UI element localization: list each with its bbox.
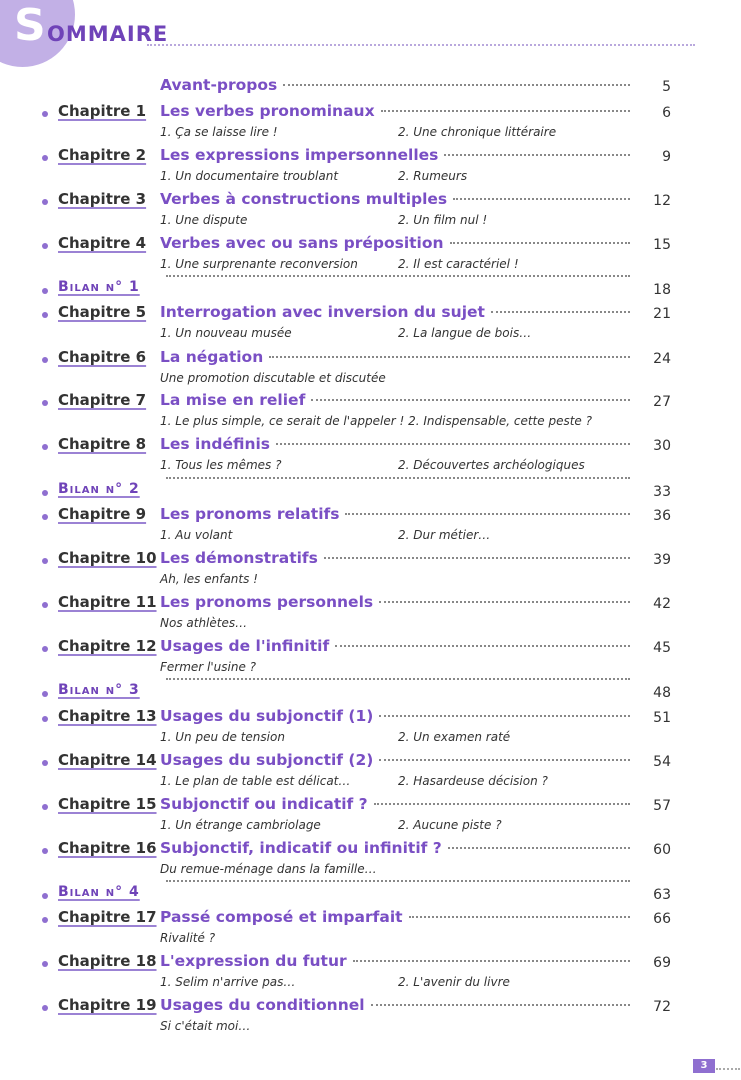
page-ref: 33 (653, 484, 671, 500)
chapter-title[interactable]: La mise en relief (160, 391, 306, 409)
chapter-label: Chapitre 6 (58, 348, 147, 366)
page-number-dots (716, 1068, 740, 1070)
dot-leader (353, 960, 630, 962)
subtitle-2: 2. Aucune piste ? (398, 818, 502, 832)
chapter-title[interactable]: Les pronoms relatifs (160, 505, 340, 523)
bullet-icon (42, 646, 48, 652)
bullet-icon (42, 312, 48, 318)
bilan-label: Bilan n° 2 (58, 481, 140, 497)
bullet-icon (42, 514, 48, 520)
chapter-label: Chapitre 3 (58, 190, 147, 208)
page-ref: 15 (653, 237, 671, 253)
title-line (160, 952, 630, 974)
subtitle-1: 1. Le plan de table est délicat… (160, 774, 351, 788)
dot-leader (283, 84, 630, 86)
chapter-title[interactable]: Les expressions impersonnelles (160, 146, 439, 164)
bullet-icon (42, 155, 48, 161)
chapter-title[interactable]: Usages du subjonctif (2) (160, 751, 374, 769)
chapter-title[interactable]: Usages du subjonctif (1) (160, 707, 374, 725)
page-ref: 39 (653, 552, 671, 568)
subtitle-1: Rivalité ? (160, 931, 216, 945)
chapter-title[interactable]: Usages du conditionnel (160, 996, 365, 1014)
title-dotted-rule (147, 44, 695, 46)
bullet-icon (42, 848, 48, 854)
page-ref: 12 (653, 193, 671, 209)
chapter-title[interactable]: Avant-propos (160, 76, 278, 94)
chapter-label: Chapitre 14 (58, 751, 157, 769)
page-ref: 21 (653, 306, 671, 322)
subtitle-2: 2. L'avenir du livre (398, 975, 510, 989)
page-ref: 54 (653, 754, 671, 770)
subtitle-1: 1. Une surprenante reconversion (160, 257, 358, 271)
subtitle-1: Une promotion discutable et discutée (160, 371, 386, 385)
chapter-title[interactable]: Interrogation avec inversion du sujet (160, 303, 485, 321)
chapter-label: Chapitre 1 (58, 102, 147, 120)
page-ref: 45 (653, 640, 671, 656)
dot-leader (379, 715, 630, 717)
title-line (160, 303, 630, 325)
bullet-icon (42, 691, 48, 697)
page-ref: 69 (653, 955, 671, 971)
page-ref: 51 (653, 710, 671, 726)
subtitle-1: Si c'était moi… (160, 1019, 251, 1033)
bullet-icon (42, 400, 48, 406)
bullet-icon (42, 558, 48, 564)
dot-leader (311, 399, 630, 401)
chapter-title[interactable]: L'expression du futur (160, 952, 347, 970)
dot-leader (335, 645, 630, 647)
chapter-label: Chapitre 8 (58, 435, 147, 453)
page-ref: 27 (653, 394, 671, 410)
dot-leader (371, 1004, 630, 1006)
page-ref: 66 (653, 911, 671, 927)
chapter-label: Chapitre 4 (58, 234, 147, 252)
chapter-label: Chapitre 2 (58, 146, 147, 164)
title-line (160, 481, 630, 503)
chapter-label: Chapitre 19 (58, 996, 157, 1014)
chapter-label: Chapitre 10 (58, 549, 157, 567)
subtitle-1: 1. Une dispute (160, 213, 248, 227)
bullet-icon (42, 288, 48, 294)
dot-leader (166, 880, 630, 882)
chapter-label: Chapitre 11 (58, 593, 157, 611)
dot-leader (381, 110, 630, 112)
dot-leader (450, 242, 630, 244)
chapter-title[interactable]: Les verbes pronominaux (160, 102, 375, 120)
title-line (160, 839, 630, 861)
title-line (160, 682, 630, 704)
page-ref: 18 (653, 282, 671, 298)
title-line (160, 102, 630, 124)
dot-leader (453, 198, 630, 200)
page-number: 3 (693, 1059, 715, 1073)
dot-leader (409, 916, 630, 918)
dot-leader (269, 356, 630, 358)
dot-leader (379, 759, 630, 761)
title-line (160, 76, 630, 98)
title-initial-letter: S (14, 0, 46, 51)
subtitle-1: 1. Selim n'arrive pas… (160, 975, 296, 989)
subtitle-1: Ah, les enfants ! (160, 572, 258, 586)
chapter-label: Chapitre 12 (58, 637, 157, 655)
page-ref: 72 (653, 999, 671, 1015)
chapter-label: Chapitre 15 (58, 795, 157, 813)
page-ref: 24 (653, 351, 671, 367)
subtitle-1: 1. Le plus simple, ce serait de l'appeler ! 2. Indispensable, cette peste ? (160, 414, 592, 428)
chapter-label: Chapitre 16 (58, 839, 157, 857)
subtitle-1: 1. Ça se laisse lire ! (160, 125, 278, 139)
bullet-icon (42, 111, 48, 117)
bullet-icon (42, 444, 48, 450)
bullet-icon (42, 961, 48, 967)
title-line (160, 884, 630, 906)
dot-leader (166, 477, 630, 479)
title-line (160, 348, 630, 370)
bullet-icon (42, 243, 48, 249)
bullet-icon (42, 602, 48, 608)
page-ref: 57 (653, 798, 671, 814)
title-line (160, 795, 630, 817)
dot-leader (379, 601, 630, 603)
page-title: OMMAIRE (47, 22, 169, 46)
bullet-icon (42, 1005, 48, 1011)
subtitle-2: 2. Un film nul ! (398, 213, 488, 227)
chapter-label: Chapitre 18 (58, 952, 157, 970)
subtitle-1: 1. Un documentaire troublant (160, 169, 339, 183)
subtitle-2: 2. Il est caractériel ! (398, 257, 519, 271)
dot-leader (448, 847, 630, 849)
dot-leader (324, 557, 630, 559)
subtitle-1: Fermer l'usine ? (160, 660, 257, 674)
title-line (160, 996, 630, 1018)
page-ref: 60 (653, 842, 671, 858)
subtitle-2: 2. Un examen raté (398, 730, 511, 744)
page-ref: 48 (653, 685, 671, 701)
chapter-label: Chapitre 7 (58, 391, 147, 409)
subtitle-1: 1. Un peu de tension (160, 730, 285, 744)
dot-leader (491, 311, 630, 313)
subtitle-2: 2. La langue de bois… (398, 326, 532, 340)
page-ref: 63 (653, 887, 671, 903)
bilan-label: Bilan n° 1 (58, 279, 140, 295)
chapter-title[interactable]: Les pronoms personnels (160, 593, 374, 611)
title-line (160, 549, 630, 571)
page-ref: 36 (653, 508, 671, 524)
header (0, 0, 741, 60)
page-ref: 9 (662, 149, 671, 165)
page-ref: 42 (653, 596, 671, 612)
dot-leader (374, 803, 630, 805)
dot-leader (276, 443, 630, 445)
bullet-icon (42, 490, 48, 496)
dot-leader (444, 154, 630, 156)
page-ref: 30 (653, 438, 671, 454)
bilan-label: Bilan n° 4 (58, 884, 140, 900)
chapter-title[interactable]: Usages de l'infinitif (160, 637, 330, 655)
bullet-icon (42, 917, 48, 923)
bilan-label: Bilan n° 3 (58, 682, 140, 698)
subtitle-2: 2. Dur métier… (398, 528, 491, 542)
title-line (160, 751, 630, 773)
subtitle-1: Du remue-ménage dans la famille… (160, 862, 377, 876)
title-line (160, 190, 630, 212)
subtitle-2: 2. Hasardeuse décision ? (398, 774, 548, 788)
bullet-icon (42, 804, 48, 810)
chapter-title[interactable]: Les indéfinis (160, 435, 271, 453)
dot-leader (166, 678, 630, 680)
subtitle-2: 2. Rumeurs (398, 169, 468, 183)
title-line (160, 435, 630, 457)
chapter-label: Chapitre 5 (58, 303, 147, 321)
chapter-title[interactable]: Subjonctif, indicatif ou infinitif ? (160, 839, 442, 857)
subtitle-1: 1. Tous les mêmes ? (160, 458, 282, 472)
bullet-icon (42, 357, 48, 363)
title-line (160, 146, 630, 168)
title-line (160, 279, 630, 301)
page-ref: 5 (662, 79, 671, 95)
title-line (160, 234, 630, 256)
title-line (160, 391, 630, 413)
chapter-title[interactable]: Subjonctif ou indicatif ? (160, 795, 368, 813)
chapter-label: Chapitre 17 (58, 908, 157, 926)
chapter-title[interactable]: Les démonstratifs (160, 549, 318, 567)
title-line (160, 593, 630, 615)
bullet-icon (42, 893, 48, 899)
dot-leader (166, 275, 630, 277)
title-line (160, 637, 630, 659)
bullet-icon (42, 760, 48, 766)
subtitle-2: 2. Une chronique littéraire (398, 125, 557, 139)
subtitle-1: 1. Un nouveau musée (160, 326, 292, 340)
chapter-title[interactable]: Passé composé et imparfait (160, 908, 403, 926)
chapter-title[interactable]: La négation (160, 348, 264, 366)
subtitle-1: Nos athlètes… (160, 616, 248, 630)
subtitle-2: 2. Découvertes archéologiques (398, 458, 585, 472)
bullet-icon (42, 716, 48, 722)
page-ref: 6 (662, 105, 671, 121)
subtitle-1: 1. Un étrange cambriolage (160, 818, 321, 832)
subtitle-1: 1. Au volant (160, 528, 233, 542)
dot-leader (345, 513, 630, 515)
bullet-icon (42, 199, 48, 205)
title-line (160, 505, 630, 527)
title-line (160, 908, 630, 930)
chapter-title[interactable]: Verbes avec ou sans préposition (160, 234, 444, 252)
title-line (160, 707, 630, 729)
chapter-title[interactable]: Verbes à constructions multiples (160, 190, 448, 208)
chapter-label: Chapitre 13 (58, 707, 157, 725)
chapter-label: Chapitre 9 (58, 505, 147, 523)
